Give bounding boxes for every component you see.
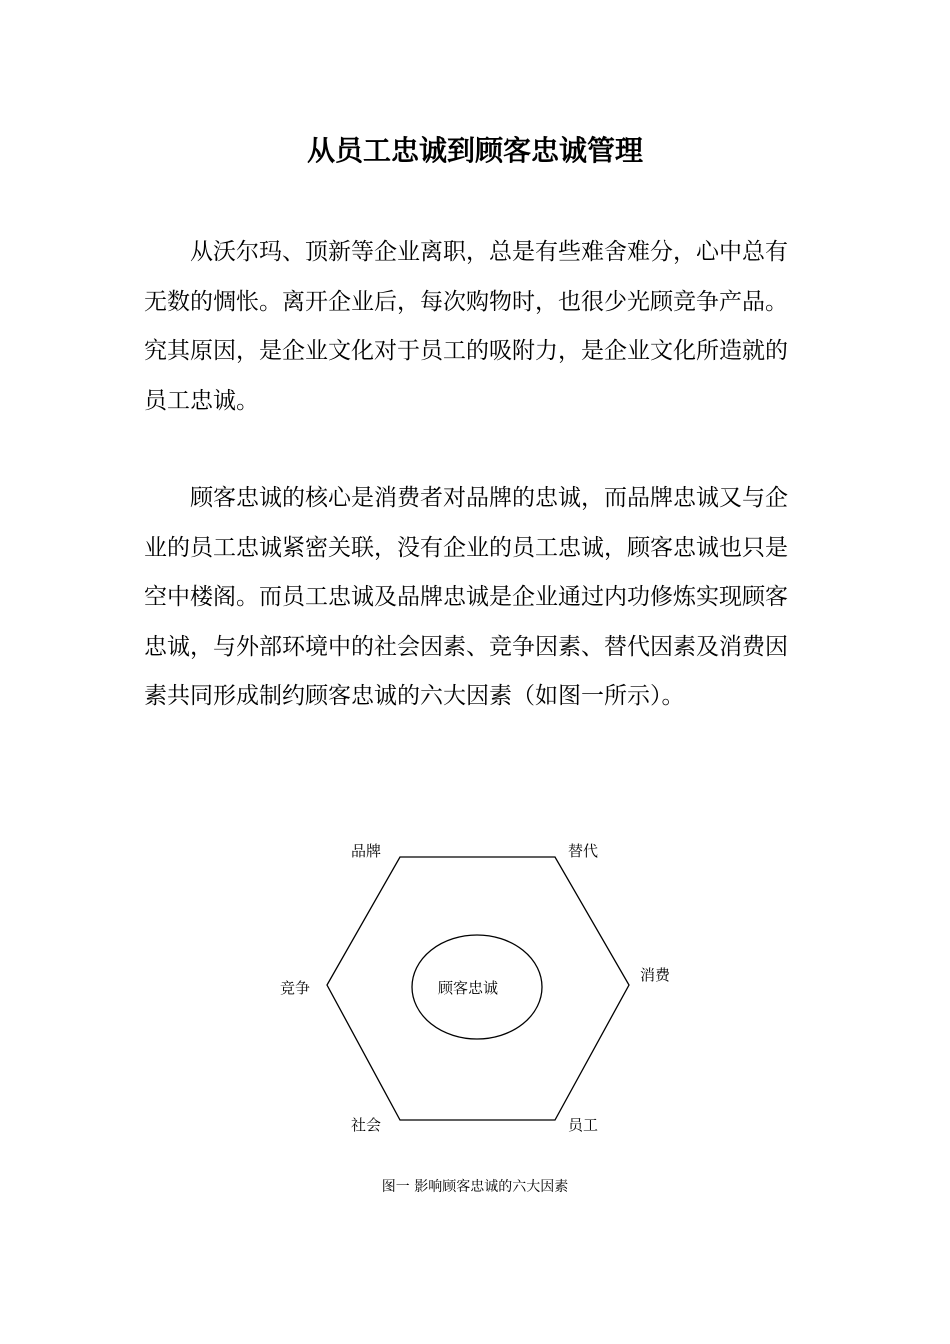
document-title: 从员工忠诚到顾客忠诚管理 xyxy=(306,134,643,167)
six-factors-figure xyxy=(0,820,950,1220)
hexagon-diagram xyxy=(0,820,950,1220)
factor-label-competition: 竞争 xyxy=(280,979,311,997)
factor-label-society: 社会 xyxy=(351,1116,382,1134)
paragraph-1: 从沃尔玛、顶新等企业离职，总是有些难舍难分，心中总有无数的惆怅。离开企业后，每次购物时，也很少光顾竞争产品。究其原因，是企业文化对于员工的吸附力，是企业文化所造就的员工忠诚。 xyxy=(144,239,788,414)
figure-caption: 图一 影响顾客忠诚的六大因素 xyxy=(381,1179,569,1195)
factor-label-employee: 员工 xyxy=(568,1116,599,1134)
center-label: 顾客忠诚 xyxy=(438,979,499,997)
paragraph-2: 顾客忠诚的核心是消费者对品牌的忠诚，而品牌忠诚又与企业的员工忠诚紧密关联，没有企业的员工忠诚，顾客忠诚也只是空中楼阁。而员工忠诚及品牌忠诚是企业通过内功修炼实现顾客忠诚，与外部环境中的社会因素、竞争因素、替代因素及消费因素共同形成制约顾客忠诚的六大因素（如图一所示）。 xyxy=(144,485,788,709)
factor-label-brand: 品牌 xyxy=(351,842,382,860)
factor-label-substitute: 替代 xyxy=(568,842,599,860)
factor-label-consumption: 消费 xyxy=(640,966,671,984)
